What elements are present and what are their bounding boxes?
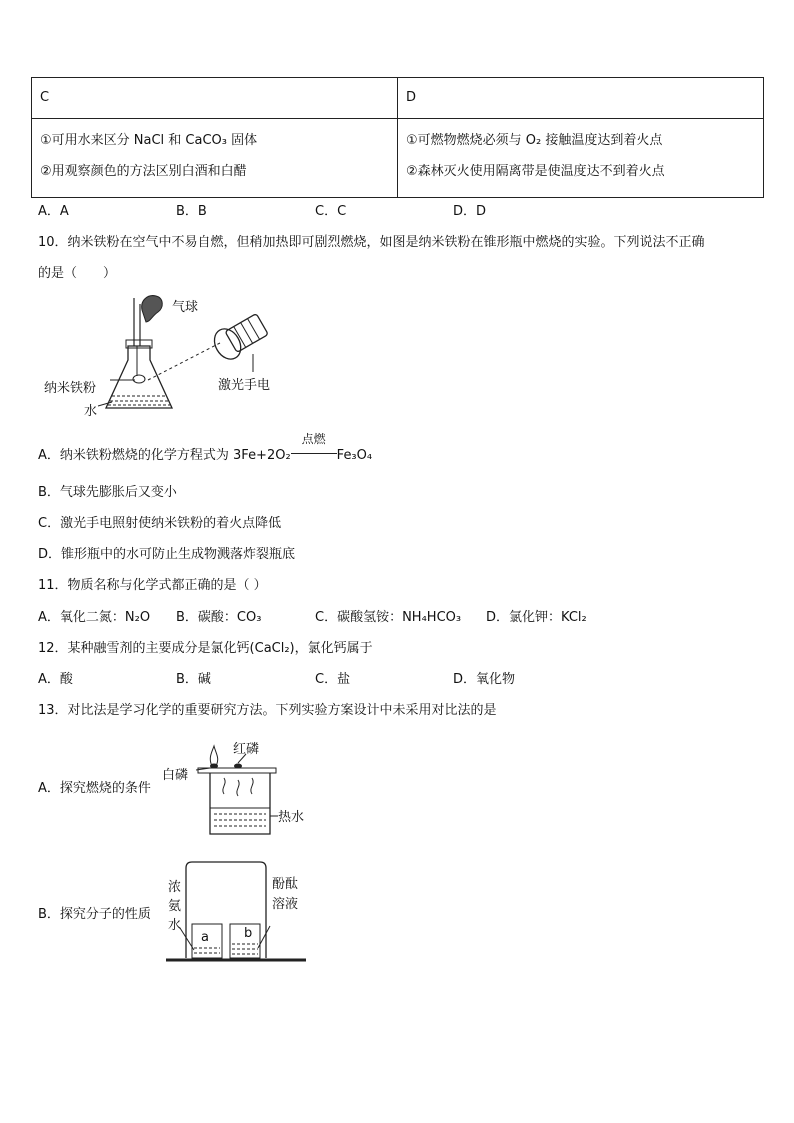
label-beaker-a: a <box>201 930 209 945</box>
q10-option-b: B．气球先膨胀后又变小 <box>38 485 177 500</box>
q9-option-c: C．C <box>315 204 347 219</box>
d-line-1: ①可燃物燃烧必须与 O₂ 接触温度达到着火点 <box>406 133 663 148</box>
label-phenolphthalein-1: 酚酞 <box>272 877 299 892</box>
q9-option-a: A．A <box>38 204 69 219</box>
q10-option-d: D．锥形瓶中的水可防止生成物溅落炸裂瓶底 <box>38 547 296 562</box>
label-laser: 激光手电 <box>218 378 271 393</box>
q9-option-d: D．D <box>453 204 487 219</box>
label-balloon: 气球 <box>172 300 199 315</box>
table-header-c: C <box>32 78 398 119</box>
q12-option-c: C．盐 <box>315 672 351 687</box>
q10-option-a <box>38 432 373 463</box>
label-hot-water: 热水 <box>278 810 305 825</box>
table-header-d: D <box>398 78 764 119</box>
label-ammonia-1: 浓 <box>168 880 182 895</box>
label-ammonia-3: 水 <box>168 918 182 933</box>
label-beaker-b: b <box>244 926 253 941</box>
q13-stem: 13．对比法是学习化学的重要研究方法。下列实验方案设计中未采用对比法的是 <box>38 703 497 718</box>
q10-stem-line1: 10．纳米铁粉在空气中不易自燃，但稍加热即可剧烈燃烧，如图是纳米铁粉在锥形瓶中燃烧的实验。下列说法不正确 <box>38 235 705 250</box>
c-line-2: ②用观察颜色的方法区别白酒和白醋 <box>40 164 247 179</box>
q11-option-c: C．碳酸氢铵：NH₄HCO₃ <box>315 610 462 625</box>
q12-option-d: D．氧化物 <box>453 672 516 687</box>
q10-option-c: C．激光手电照射使纳米铁粉的着火点降低 <box>38 516 282 531</box>
c-line-1: ①可用水来区分 NaCl 和 CaCO₃ 固体 <box>40 133 258 148</box>
q11-option-a: A．氧化二氮：N₂O <box>38 610 151 625</box>
d-line-2: ②森林灭火使用隔离带是使温度达不到着火点 <box>406 164 665 179</box>
options-table <box>31 77 764 198</box>
label-water: 水 <box>84 404 98 419</box>
q10-option-a-prefix: A．纳米铁粉燃烧的化学方程式为 3Fe+2O₂ <box>38 448 291 463</box>
reaction-condition: 点燃 <box>301 432 326 446</box>
q11-option-d: D．氯化钾：KCl₂ <box>486 610 587 625</box>
label-ammonia-2: 氨 <box>168 899 182 914</box>
q13-option-b: B．探究分子的性质 <box>38 907 151 922</box>
q12-stem: 12．某种融雪剂的主要成分是氯化钙(CaCl₂)，氯化钙属于 <box>38 641 373 656</box>
q9-option-b: B．B <box>176 204 207 219</box>
label-phenolphthalein-2: 溶液 <box>272 897 299 912</box>
label-white-phosphorus: 白磷 <box>162 768 189 783</box>
q11-option-b: B．碳酸：CO₃ <box>176 610 262 625</box>
label-nano-iron: 纳米铁粉 <box>44 381 97 396</box>
flask-laser-figure <box>40 288 300 423</box>
q12-option-a: A．酸 <box>38 672 73 687</box>
q12-option-b: B．碱 <box>176 672 211 687</box>
q11-stem: 11．物质名称与化学式都正确的是（ ） <box>38 578 267 593</box>
q13-option-a: A．探究燃烧的条件 <box>38 781 151 796</box>
label-red-phosphorus: 红磷 <box>233 742 260 757</box>
q10-option-a-product: Fe₃O₄ <box>336 448 373 463</box>
q10-stem-line2: 的是（ ） <box>38 266 117 281</box>
table-cell-d <box>398 119 764 198</box>
table-cell-c <box>32 119 398 198</box>
